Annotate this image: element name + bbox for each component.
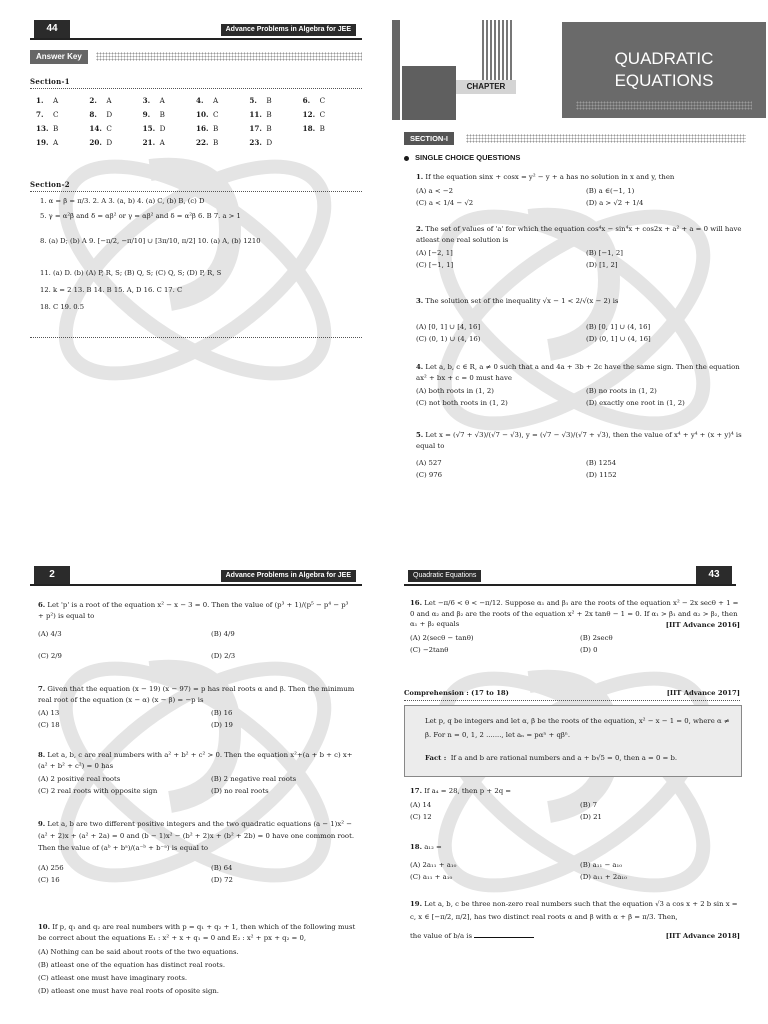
option-c: (C) atleast one must have imaginary roots. [38,974,188,982]
section-1-label: Section-1 [30,77,70,86]
question-number: 6. [38,601,46,609]
question-stem: Let a, b, c ∈ R, a ≠ 0 such that a and 4a + 3b + 2c have the same sign. Then the equation ax² + bx + c = 0 must have [416,363,740,382]
section-2-label: Section-2 [30,180,70,189]
question-4 [416,362,746,409]
answer-value: B [319,123,325,133]
answer-value: C [319,109,326,119]
question-number: 8. [38,751,46,759]
option-a: (A) [0, 1] ∪ [4, 16] [416,322,481,331]
option-a: (A) 2a₁₁ + a₁₀ [410,860,457,869]
option-b: (B) 64 [211,864,233,872]
option-c: (C) 976 [416,471,442,479]
question-number: 10. [38,923,50,931]
fact-label: Fact : [425,754,447,762]
question-number: 18. [410,843,422,851]
bullet-icon [404,156,409,161]
option-c: (C) 18 [38,721,60,729]
answer-value: C [53,109,59,119]
section-2-line: 1. α = β = π/3. 2. A 3. (a, b) 4. (a) C, (b) B, (c) D [40,197,205,205]
answer-value: D [159,123,166,133]
question-stem: Let x = (√7 + √3)/(√7 − √3), y = (√7 − √3)/(√7 + √3), then the value of x⁴ + y⁴ + (x + y)⁴ is equal to [416,431,742,450]
option-a: (A) 256 [38,864,64,872]
option-d: (D) no real roots [211,787,269,795]
answer-number: 5. [249,95,257,105]
page-number: 44 [34,20,70,38]
answer-row [36,93,356,107]
answer-row [36,107,356,121]
option-b: (B) 2 negative real roots [211,775,297,783]
question-stem: The set of values of 'a' for which the equation cos⁴x − sin⁴x + cos2x + a² + a = 0 will have atleast one real solution is [416,225,742,244]
divider [30,88,362,89]
answer-value: D [106,137,113,147]
chapter-accent-block [402,66,456,120]
page-43-panel [384,512,768,1024]
section-1-answers [36,93,356,149]
option-b: (B) 16 [211,709,233,717]
option-a: (A) 2 positive real roots [38,775,121,783]
page-44-panel [0,0,384,512]
option-a: (A) 14 [410,800,432,809]
answer-cell [36,110,89,119]
option-a: (A) [−2, 1] [416,249,453,257]
question-17 [410,786,740,823]
option-c: (C) 2/9 [38,652,62,660]
option-b: (B) 1254 [586,459,617,467]
answer-cell [89,110,142,119]
question-stem: If the equation sinx + cosx = y² − y + a has no solution in x and y, then [425,173,675,181]
dotted-band [466,134,746,143]
option-d: (D) a₁₁ + 2a₁₀ [580,872,627,881]
answer-number: 21. [142,137,156,147]
option-a: (A) Nothing can be said about roots of the two equations. [38,948,239,956]
answer-cell [89,124,142,133]
answer-cell [303,96,356,105]
fact-text: If a and b are rational numbers and a + b√5 = 0, then a = 0 = b. [450,754,678,762]
answer-cell [36,124,89,133]
answer-value: C [106,123,112,133]
question-stem: Let a, b, c are real numbers with a² + b² + c² > 0. Then the equation x²+(a + b + c) x+(a² + b² + c²) = 0 has [38,751,353,770]
comprehension-text: Let p, q be integers and let α, β be the roots of the equation, x² − x − 1 = 0, where α ≠ β. For n = 0, 1, 2 ......., let aₙ = pαⁿ + qβⁿ. [425,717,730,739]
answer-key-heading: Answer Key [30,50,88,64]
answer-number: 20. [89,137,102,147]
option-c: (C) −2tanθ [410,646,449,654]
option-c: (C) a₁₁ + a₁₀ [410,872,453,881]
answer-value: C [319,95,326,105]
comprehension-box [404,705,742,777]
divider [30,337,362,338]
page-number: 2 [34,566,70,584]
option-b: (B) a₁₁ − a₁₀ [580,860,623,869]
fact-line [425,752,731,764]
page-2-panel [0,512,384,1024]
option-a: (A) 4/3 [38,630,62,638]
exam-tag: [IIT Advance 2018] [665,932,740,940]
answer-number: 17. [249,123,262,133]
chapter-stripes [482,20,512,80]
answer-cell [89,96,142,105]
option-c: (C) not both roots in (1, 2) [416,399,508,407]
answer-value: A [106,95,112,105]
question-number: 5. [416,431,424,439]
answer-value: D [106,109,113,119]
answer-cell [196,110,249,119]
question-number: 3. [416,297,424,305]
answer-number: 4. [195,95,204,105]
question-9 [38,818,356,886]
answer-number: 10. [195,109,209,119]
chapter-label: CHAPTER [456,80,516,94]
option-c: (C) 2 real roots with opposite sign [38,787,158,795]
answer-number: 9. [142,109,151,119]
option-b: (B) atleast one of the equation has distinct real roots. [38,961,226,969]
answer-number: 11. [249,109,262,119]
question-6 [38,600,356,667]
question-stem: Let −π/6 < θ < −π/12. Suppose α₁ and β₁ are the roots of the equation x² − 2x secθ + 1 = 0 and α₂ and β₂ are the roots of the equation x² + 2x tanθ − 1 = 0. If α₁ > β₁ and α₂ > β₂, then α₁ + β₂ equals [410,599,739,628]
answer-value: B [266,109,272,119]
answer-number: 12. [302,109,316,119]
answer-row [36,121,356,135]
answer-cell [143,110,196,119]
option-a: (A) 13 [38,709,60,717]
answer-value: B [212,123,219,133]
answer-value: A [159,95,165,105]
question-number: 2. [416,225,424,233]
question-number: 4. [416,363,424,371]
book-title-tag: Advance Problems in Algebra for JEE [221,24,356,36]
answer-value: B [266,95,272,105]
answer-number: 3. [142,95,151,105]
option-b: (B) 7 [580,800,598,809]
answer-value: D [266,137,273,147]
option-c: (C) (0, 1) ∪ (4, 16) [416,334,481,343]
answer-number: 7. [36,109,44,119]
option-b: (B) a ∈(−1, 1) [586,186,635,195]
question-16 [410,598,740,656]
answer-number: 22. [195,137,209,147]
answer-value: B [212,137,219,147]
option-c: (C) 16 [38,876,60,884]
divider [30,191,362,192]
section-2-line: 18. C 19. 0.5 [40,303,85,311]
answer-cell [249,110,302,119]
page-header [30,566,362,588]
answer-cell [36,138,89,147]
question-1 [416,172,746,209]
answer-cell [303,138,356,147]
section-2-line: 11. (a) D. (b) (A) P, R, S; (B) Q, S; (C) Q, S; (D) P, R, S [40,269,222,277]
chapter-accent-bar [392,20,400,120]
option-d: (D) 72 [211,876,233,884]
answer-value: A [212,95,219,105]
question-8 [38,750,356,797]
question-stem: Given that the equation (x − 19) (x − 97) = p has real roots α and β. Then the minimum real root of the equation (x − α) (x − β) = −p is [38,685,355,704]
answer-cell [303,124,356,133]
dotted-band [576,101,752,110]
option-d: (D) a > √2 + 1/4 [586,198,644,207]
question-7 [38,684,356,731]
option-d: (D) exactly one root in (1, 2) [586,399,685,407]
answer-number: 14. [89,123,102,133]
comprehension-label: Comprehension : (17 to 18) [404,689,509,697]
answer-number: 2. [89,95,97,105]
comprehension-header [404,689,740,697]
single-choice-heading [404,153,520,162]
answer-cell [249,124,302,133]
answer-number: 1. [36,95,44,105]
option-c: (C) a < 1/4 − √2 [416,198,474,207]
question-number: 16. [410,599,422,607]
answer-cell [143,138,196,147]
exam-tag: [IIT Advance 2016] [665,620,740,629]
option-d: (D) atleast one must have real roots of oposite sign. [38,987,219,995]
answer-value: A [53,137,59,147]
question-19 [410,898,740,943]
answer-value: A [159,137,165,147]
answer-cell [249,138,302,147]
section-2-line: 12. k = 2 13. B 14. B 15. A, D 16. C 17. C [40,286,183,294]
answer-value: B [159,109,165,119]
option-a: (A) a < −2 [416,186,453,195]
section-heading: SECTION-I [404,132,454,145]
option-a: (A) 527 [416,459,442,467]
page-number: 43 [696,566,732,584]
question-stem: a₁₂ = [424,843,442,851]
option-d: (D) (0, 1] ∪ (4, 16] [586,334,651,343]
answer-number: 15. [142,123,156,133]
answer-cell [196,138,249,147]
page-header [30,20,362,42]
answer-number: 18. [302,123,316,133]
option-d: (D) 19 [211,721,233,729]
answer-cell [196,124,249,133]
option-d: (D) [1, 2] [586,261,618,269]
question-stem: the value of b/a is [410,932,473,940]
option-a: (A) 2(secθ − tanθ) [410,634,474,642]
chapter-tag: Quadratic Equations [408,570,481,582]
question-number: 19. [410,900,422,908]
option-d: (D) 21 [580,812,602,821]
option-b: (B) 2secθ [580,634,613,642]
answer-number: 13. [36,123,49,133]
answer-number: 23. [249,137,262,147]
book-title-tag: Advance Problems in Algebra for JEE [221,570,356,582]
option-b: (B) no roots in (1, 2) [586,387,657,395]
answer-cell [196,96,249,105]
question-stem: Let a, b are two different positive integers and the two quadratic equations (a − 1)x² − (a² + 2)x + (a² + 2a) = 0 and (b − 1)x² − (b² + 2)x + (b² + 2b) = 0 have one common root. Then the value of (aᵇ + bᵃ)/(a⁻ᵇ + b⁻ᵃ) is equal to [38,820,355,852]
option-c: (C) [−1, 1] [416,261,454,269]
dotted-band [96,52,362,61]
answer-cell [143,96,196,105]
question-18 [410,842,740,883]
section-2-line: 5. γ = α²β and δ = αβ² or γ = αβ² and δ = α²β 6. B 7. a > 1 [40,212,241,220]
question-number: 9. [38,820,46,828]
question-stem: If p, q₁ and q₂ are real numbers with p = q₁ + q₂ + 1, then which of the following must be correct about the equations E₁ : x² + x + q₁ = 0 and E₂ : x² + px + q₂ = 0, [38,923,356,942]
option-b: (B) 4/9 [211,630,235,638]
single-choice-label: SINGLE CHOICE QUESTIONS [415,153,521,162]
answer-number: 8. [89,109,97,119]
question-stem: The solution set of the inequality √x − 1 < 2/√(x − 2) is [425,297,619,305]
option-d: (D) 1152 [586,471,617,479]
option-d: (D) 2/3 [211,652,236,660]
answer-cell [303,110,356,119]
exam-tag: [IIT Advance 2017] [666,689,740,697]
answer-value: C [212,109,219,119]
answer-number: 16. [195,123,209,133]
question-stem: Let 'p' is a root of the equation x² − x − 3 = 0. Then the value of (p³ + 1)/(p⁵ − p⁴ − p³ + p²) is equal to [38,601,349,620]
answer-cell [36,96,89,105]
question-3 [416,296,746,345]
question-stem: Let a, b, c be three non-zero real numbers such that the equation √3 a cos x + 2 b sin x = c, x ∈ [−π/2, π/2], has two distinct real roots α and β with α + β = π/3. Then, [410,900,738,921]
option-b: (B) [0, 1] ∪ (4, 16] [586,322,651,331]
question-stem: If a₄ = 28, then p + 2q = [424,787,512,795]
answer-cell [89,138,142,147]
answer-number: 6. [302,95,311,105]
chapter-title-line: EQUATIONS [614,71,714,90]
answer-value: A [53,95,59,105]
answer-value: B [266,123,272,133]
answer-cell [143,124,196,133]
answer-row [36,135,356,149]
question-number: 7. [38,685,46,693]
chapter-title-line: QUADRATIC [614,49,714,68]
question-5 [416,430,746,481]
option-a: (A) both roots in (1, 2) [416,387,494,395]
chapter-title-block [562,22,766,118]
question-2 [416,224,746,271]
answer-blank [474,937,534,938]
page-header [404,566,736,588]
section-2-line: 8. (a) D; (b) A 9. [−π/2, −π/10] ∪ [3π/10, π/2] 10. (a) A, (b) 1210 [40,237,261,245]
option-c: (C) 12 [410,812,432,821]
chapter-opening-panel [384,0,768,512]
option-b: (B) [−1, 2] [586,249,623,257]
question-number: 17. [410,787,422,795]
answer-value: B [53,123,59,133]
question-number: 1. [416,173,424,181]
answer-cell [249,96,302,105]
question-10 [38,922,356,998]
option-d: (D) 0 [580,646,598,654]
answer-number: 19. [36,137,49,147]
